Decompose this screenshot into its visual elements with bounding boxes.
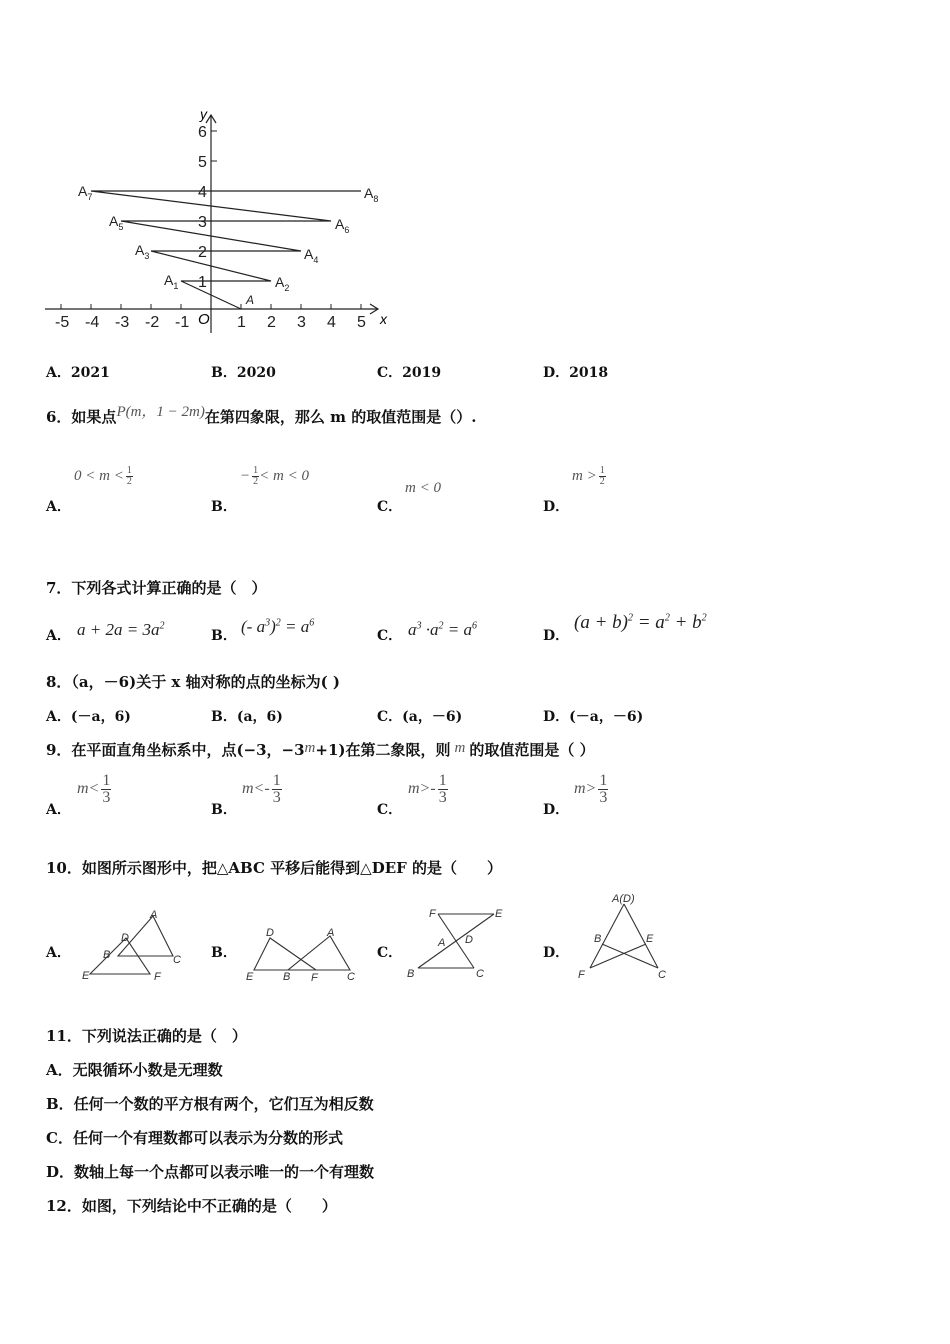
q9-option-b-letter[interactable]: B．: [211, 802, 237, 818]
y-tick-label: 3: [198, 214, 207, 231]
q7-option-c-math: $a^3 \cdot a^2 = a^6$: [408, 620, 477, 639]
point-label-A5: $A_5$: [109, 213, 124, 232]
y-tick-label: 1: [198, 274, 207, 291]
q9-option-c-letter[interactable]: C．: [377, 802, 403, 818]
point-label-A: A: [246, 293, 255, 307]
q10-figure-a: [78, 908, 188, 984]
q10-figure-d: [574, 890, 684, 984]
q7-option-a-math: $a + 2a = 3a^2$: [77, 620, 165, 639]
fig-b-label: B: [283, 971, 291, 983]
q9-option-a-letter[interactable]: A．: [46, 802, 71, 818]
fig-a-label: C: [173, 954, 181, 966]
q6-option-b-letter[interactable]: B．: [211, 499, 237, 515]
fig-d-label: E: [646, 933, 654, 945]
x-tick-label: 2: [267, 314, 276, 331]
x-tick-label: -3: [115, 314, 130, 331]
q8-stem: 8．（a，－6)关于 x 轴对称的点的坐标为( ): [46, 673, 340, 691]
q10-option-a-letter[interactable]: A．: [46, 945, 71, 961]
y-tick-label: 4: [198, 184, 207, 201]
y-tick-label: 6: [198, 124, 207, 141]
fig-b-label: E: [246, 971, 254, 983]
q11-stem: 11．下列说法正确的是（ ）: [46, 1027, 247, 1045]
x-axis-label: x: [380, 311, 387, 327]
origin-label: O: [198, 311, 210, 328]
q6-option-d-math: m > $\frac{1}{2}$: [572, 465, 605, 487]
q7-option-b-letter[interactable]: B．: [211, 628, 237, 644]
fig-d-label: A(D): [612, 893, 635, 905]
fig-b-label: C: [347, 971, 355, 983]
q6-option-a-letter[interactable]: A．: [46, 499, 71, 515]
x-tick-label: -2: [145, 314, 160, 331]
y-tick-label: 5: [198, 154, 207, 171]
q8-option-b[interactable]: B．(a，6): [211, 709, 283, 725]
fig-a-label: D: [121, 932, 129, 944]
q8-option-d[interactable]: D．(－a，－6): [543, 709, 644, 725]
q7-option-d-math: $(a + b)^2 = a^2 + b^2$: [574, 612, 707, 633]
q6-stem: 6．如果点P(m，1 − 2m)在第四象限，那么 m 的取值范围是（）.: [46, 404, 477, 426]
fig-d-label: B: [594, 933, 602, 945]
fig-a-label: F: [154, 971, 161, 983]
point-label-A7: $A_7$: [78, 183, 93, 202]
q10-option-c-letter[interactable]: C．: [377, 945, 403, 961]
q5-option-b[interactable]: B．2020: [211, 365, 276, 381]
fig-a-label: B: [103, 949, 111, 961]
q12-stem: 12．如图，下列结论中不正确的是（ ）: [46, 1197, 337, 1215]
fig-b-label: F: [311, 972, 318, 984]
q6-point: P(m，1 − 2m): [116, 404, 205, 420]
q9-option-d-math: m> $\frac{1}{3}$: [574, 772, 608, 806]
q6-option-a-math: 0 < m < $\frac{1}{2}$: [74, 465, 132, 487]
x-tick-label: 5: [357, 314, 366, 331]
q11-option-a[interactable]: A．无限循环小数是无理数: [46, 1061, 223, 1079]
q6-option-b-math: − $\frac{1}{2}$ < m < 0: [240, 465, 309, 487]
fig-a-label: E: [82, 970, 90, 982]
fig-c-label: F: [429, 908, 436, 920]
fig-c-label: D: [465, 934, 473, 946]
x-tick-label: -4: [85, 314, 100, 331]
coordinate-graph: [40, 105, 400, 335]
fig-b-label: A: [327, 927, 335, 939]
zigzag-path: [91, 191, 361, 309]
fig-c-label: E: [495, 908, 503, 920]
q10-stem: 10．如图所示图形中，把△ABC 平移后能得到△DEF 的是（ ）: [46, 859, 503, 877]
fig-a-label: A: [150, 909, 158, 921]
q11-option-c[interactable]: C．任何一个有理数都可以表示为分数的形式: [46, 1129, 343, 1147]
point-label-A1: $A_1$: [164, 272, 179, 291]
q5-option-d[interactable]: D．2018: [543, 365, 609, 381]
q10-figure-c: [404, 904, 514, 982]
q7-option-b-math: (- $a^3)^2 = a^6$: [241, 617, 315, 636]
q8-option-c[interactable]: C．(a，－6): [377, 709, 463, 725]
point-label-A8: $A_8$: [364, 185, 379, 204]
x-tick-label: 3: [297, 314, 306, 331]
q7-option-a-letter[interactable]: A．: [46, 628, 71, 644]
y-axis-label: y: [200, 106, 207, 122]
q6-option-d-letter[interactable]: D．: [543, 499, 570, 515]
q8-option-a[interactable]: A．(－a，6): [46, 709, 131, 725]
fig-d-label: F: [578, 969, 585, 981]
q9-option-a-math: m< $\frac{1}{3}$: [77, 772, 111, 806]
q9-stem: 9．在平面直角坐标系中，点(−3，−3m+1)在第二象限，则 m 的取值范围是（ ）: [46, 740, 595, 759]
point-label-A2: $A_2$: [275, 274, 290, 293]
point-label-A4: $A_4$: [304, 246, 319, 265]
fig-c-label: C: [476, 968, 484, 980]
point-label-A3: $A_3$: [135, 242, 150, 261]
x-tick-label: 1: [237, 314, 246, 331]
q10-option-d-letter[interactable]: D．: [543, 945, 570, 961]
q6-option-c-letter[interactable]: C．: [377, 499, 403, 515]
q11-option-b[interactable]: B．任何一个数的平方根有两个，它们互为相反数: [46, 1095, 374, 1113]
x-tick-label: -1: [175, 314, 190, 331]
q10-option-b-letter[interactable]: B．: [211, 945, 237, 961]
x-tick-label: -5: [55, 314, 70, 331]
q7-stem: 7．下列各式计算正确的是（ ）: [46, 579, 267, 597]
q6-option-c-math: m < 0: [405, 480, 441, 496]
fig-b-label: D: [266, 927, 274, 939]
q11-option-d[interactable]: D．数轴上每一个点都可以表示唯一的一个有理数: [46, 1163, 375, 1181]
q5-option-c[interactable]: C．2019: [377, 365, 442, 381]
point-label-A6: $A_6$: [335, 216, 350, 235]
x-tick-label: 4: [327, 314, 336, 331]
q7-option-c-letter[interactable]: C．: [377, 628, 403, 644]
fig-c-label: B: [407, 968, 415, 980]
q9-option-b-math: m<- $\frac{1}{3}$: [242, 772, 281, 806]
q10-figure-b: [242, 922, 362, 984]
q9-option-c-math: m>- $\frac{1}{3}$: [408, 772, 447, 806]
fig-d-label: C: [658, 969, 666, 981]
q9-option-d-letter[interactable]: D．: [543, 802, 570, 818]
q5-option-a[interactable]: A．2021: [46, 365, 110, 381]
fig-c-label: A: [438, 937, 446, 949]
y-tick-label: 2: [198, 244, 207, 261]
q7-option-d-letter[interactable]: D．: [543, 628, 570, 644]
